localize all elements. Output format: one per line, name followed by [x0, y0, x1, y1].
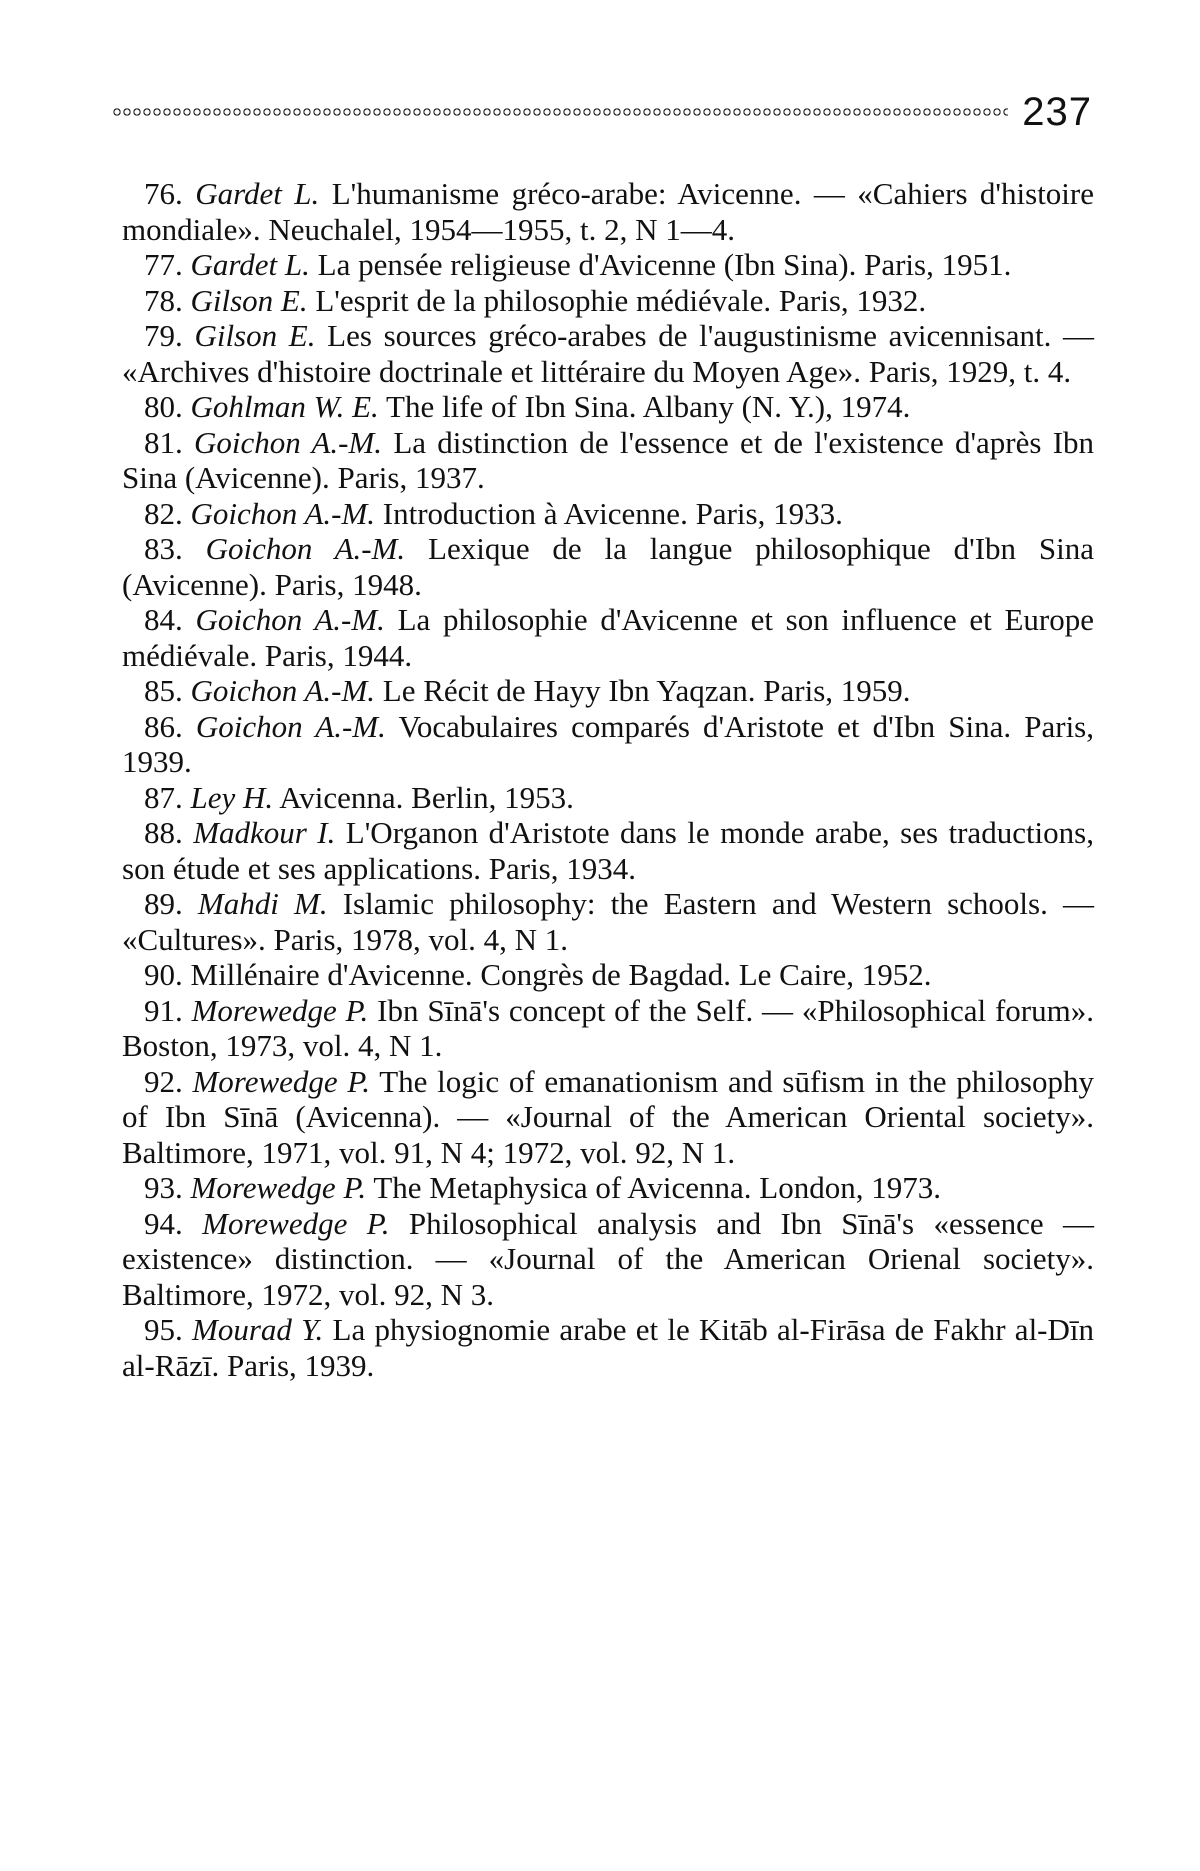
entry-text: La pensée religieuse d'Avicenne (Ibn Sina). Paris, 1951. — [317, 247, 1012, 282]
entry-number: 87. — [144, 779, 183, 815]
entry-author: Madkour I. — [193, 815, 336, 850]
entry-author: Mourad Y. — [192, 1312, 324, 1347]
entry-author: Gardet L. — [195, 176, 320, 211]
bibliography-entry — [122, 602, 1094, 673]
entry-text: Islamic philosophy: the Eastern and Western schools. — «Cultures». Paris, 1978, vol. 4, N 1. — [122, 886, 1095, 957]
bibliography-entry — [122, 709, 1094, 780]
bibliography-entry — [122, 815, 1094, 886]
entry-author: Morewedge P. — [202, 1205, 390, 1241]
entry-text: Philosophical analysis and Ibn Sīnā's «essence — existence» distinction. — «Journal of the American Orienal society». Baltimore, 1972, vol. 92, N 3. — [122, 1205, 1095, 1312]
entry-author: Goichon A.-M. — [205, 531, 406, 566]
bibliography-entry — [122, 1170, 1094, 1206]
entry-author: Goichon A.-M. — [190, 673, 376, 708]
bibliography-entry — [122, 318, 1094, 389]
entry-number: 80. — [144, 389, 183, 424]
entry-author: Gardet L. — [190, 247, 310, 282]
bibliography-entry — [122, 283, 1094, 319]
entry-text: Lexique de la langue philosophique d'Ibn Sina (Avicenne). Paris, 1948. — [122, 531, 1094, 602]
entry-number: 90. — [144, 957, 183, 992]
running-header — [112, 92, 1092, 132]
entry-number: 85. — [144, 673, 183, 708]
entry-text: L'esprit de la philosophie médiévale. Paris, 1932. — [315, 282, 927, 318]
entry-author: Goichon A.-M. — [195, 602, 385, 637]
entry-number: 91. — [144, 992, 183, 1028]
entry-text: Ibn Sīnā's concept of the Self. — «Philosophical forum». Boston, 1973, vol. 4, N 1. — [122, 992, 1094, 1063]
entry-author: Morewedge P. — [192, 1063, 371, 1099]
bibliography-entry — [122, 993, 1094, 1064]
bibliography-entry — [122, 1206, 1094, 1313]
entry-author: Ley H. — [190, 779, 274, 815]
entry-text: La philosophie d'Avicenne et son influence et Europe médiévale. Paris, 1944. — [122, 602, 1094, 673]
entry-number: 83. — [144, 531, 183, 566]
entry-number: 84. — [144, 602, 183, 637]
bibliography-entry — [122, 1064, 1094, 1171]
entry-author: Goichon A.-M. — [195, 708, 386, 744]
entry-number: 93. — [144, 1170, 183, 1205]
bibliography-entry — [122, 176, 1094, 247]
entry-text: La physiognomie arabe et le Kitāb al-Firāsa de Fakhr al-Dīn al-Rāzī. Paris, 1939. — [122, 1312, 1095, 1383]
bibliography-entry — [122, 1312, 1094, 1383]
bibliography-entry — [122, 425, 1094, 496]
entry-number: 89. — [144, 886, 183, 921]
entry-author: Morewedge P. — [190, 1170, 367, 1205]
page-number: 237 — [1022, 90, 1092, 134]
entry-text: Les sources gréco-arabes de l'augustinisme avicennisant. — «Archives d'histoire doctrinale et littéraire du Moyen Age». Paris, 1929, t. 4. — [122, 318, 1095, 389]
entry-number: 78. — [144, 282, 183, 318]
entry-number: 77. — [144, 247, 183, 282]
entry-number: 86. — [144, 708, 183, 744]
entry-author: Gohlman W. E. — [190, 389, 379, 424]
entry-text: Millénaire d'Avicenne. Congrès de Bagdad. Le Caire, 1952. — [190, 957, 932, 992]
bibliography-list — [122, 176, 1094, 1383]
bibliography-entry — [122, 673, 1094, 709]
entry-author: Gilson E. — [190, 282, 308, 318]
entry-number: 79. — [144, 318, 183, 353]
entry-number: 92. — [144, 1063, 183, 1099]
bibliography-entry — [122, 389, 1094, 425]
entry-text: The Metaphysica of Avicenna. London, 1973. — [373, 1170, 941, 1205]
entry-text: L'Organon d'Aristote dans le monde arabe, ses traductions, son étude et ses applications. Paris, 1934. — [122, 815, 1094, 886]
entry-number: 82. — [144, 495, 183, 531]
entry-author: Gilson E. — [194, 318, 316, 353]
entry-text: Le Récit de Hayy Ibn Yaqzan. Paris, 1959. — [382, 673, 911, 708]
entry-text: L'humanisme gréco-arabe: Avicenne. — «Cahiers d'histoire mondiale». Neuchalel, 1954—1955, t. 2, N 1—4. — [122, 176, 1095, 247]
entry-number: 94. — [144, 1205, 183, 1241]
entry-text: La distinction de l'essence et de l'existence d'après Ibn Sina (Avicenne). Paris, 1937. — [122, 424, 1095, 495]
entry-text: Avicenna. Berlin, 1953. — [279, 779, 574, 815]
entry-text: The logic of emanationism and sūfism in the philosophy of Ibn Sīnā (Avicenna). — «Journal of the American Oriental society». Baltimore, 1971, vol. 91, N 4; 1972, vol. 92, N 1. — [122, 1063, 1094, 1170]
entry-text: The life of Ibn Sina. Albany (N. Y.), 1974. — [386, 389, 911, 424]
entry-text: Introduction à Avicenne. Paris, 1933. — [382, 495, 843, 531]
entry-number: 95. — [144, 1312, 183, 1347]
entry-author: Goichon A.-M. — [190, 495, 376, 531]
entry-number: 81. — [144, 424, 183, 460]
entry-text: Vocabulaires comparés d'Aristote et d'Ibn Sina. Paris, 1939. — [122, 708, 1094, 779]
bibliography-entry — [122, 496, 1094, 532]
bibliography-entry — [122, 886, 1094, 957]
entry-number: 88. — [144, 815, 183, 850]
entry-author: Goichon A.-M. — [194, 424, 383, 460]
bibliography-entry — [122, 780, 1094, 816]
bibliography-entry — [122, 247, 1094, 283]
ornamental-rule — [112, 107, 1008, 117]
entry-number: 76. — [144, 176, 183, 211]
entry-author: Morewedge P. — [191, 992, 369, 1028]
entry-author: Mahdi M. — [197, 886, 328, 921]
bibliography-entry — [122, 531, 1094, 602]
bibliography-entry — [122, 957, 1094, 993]
